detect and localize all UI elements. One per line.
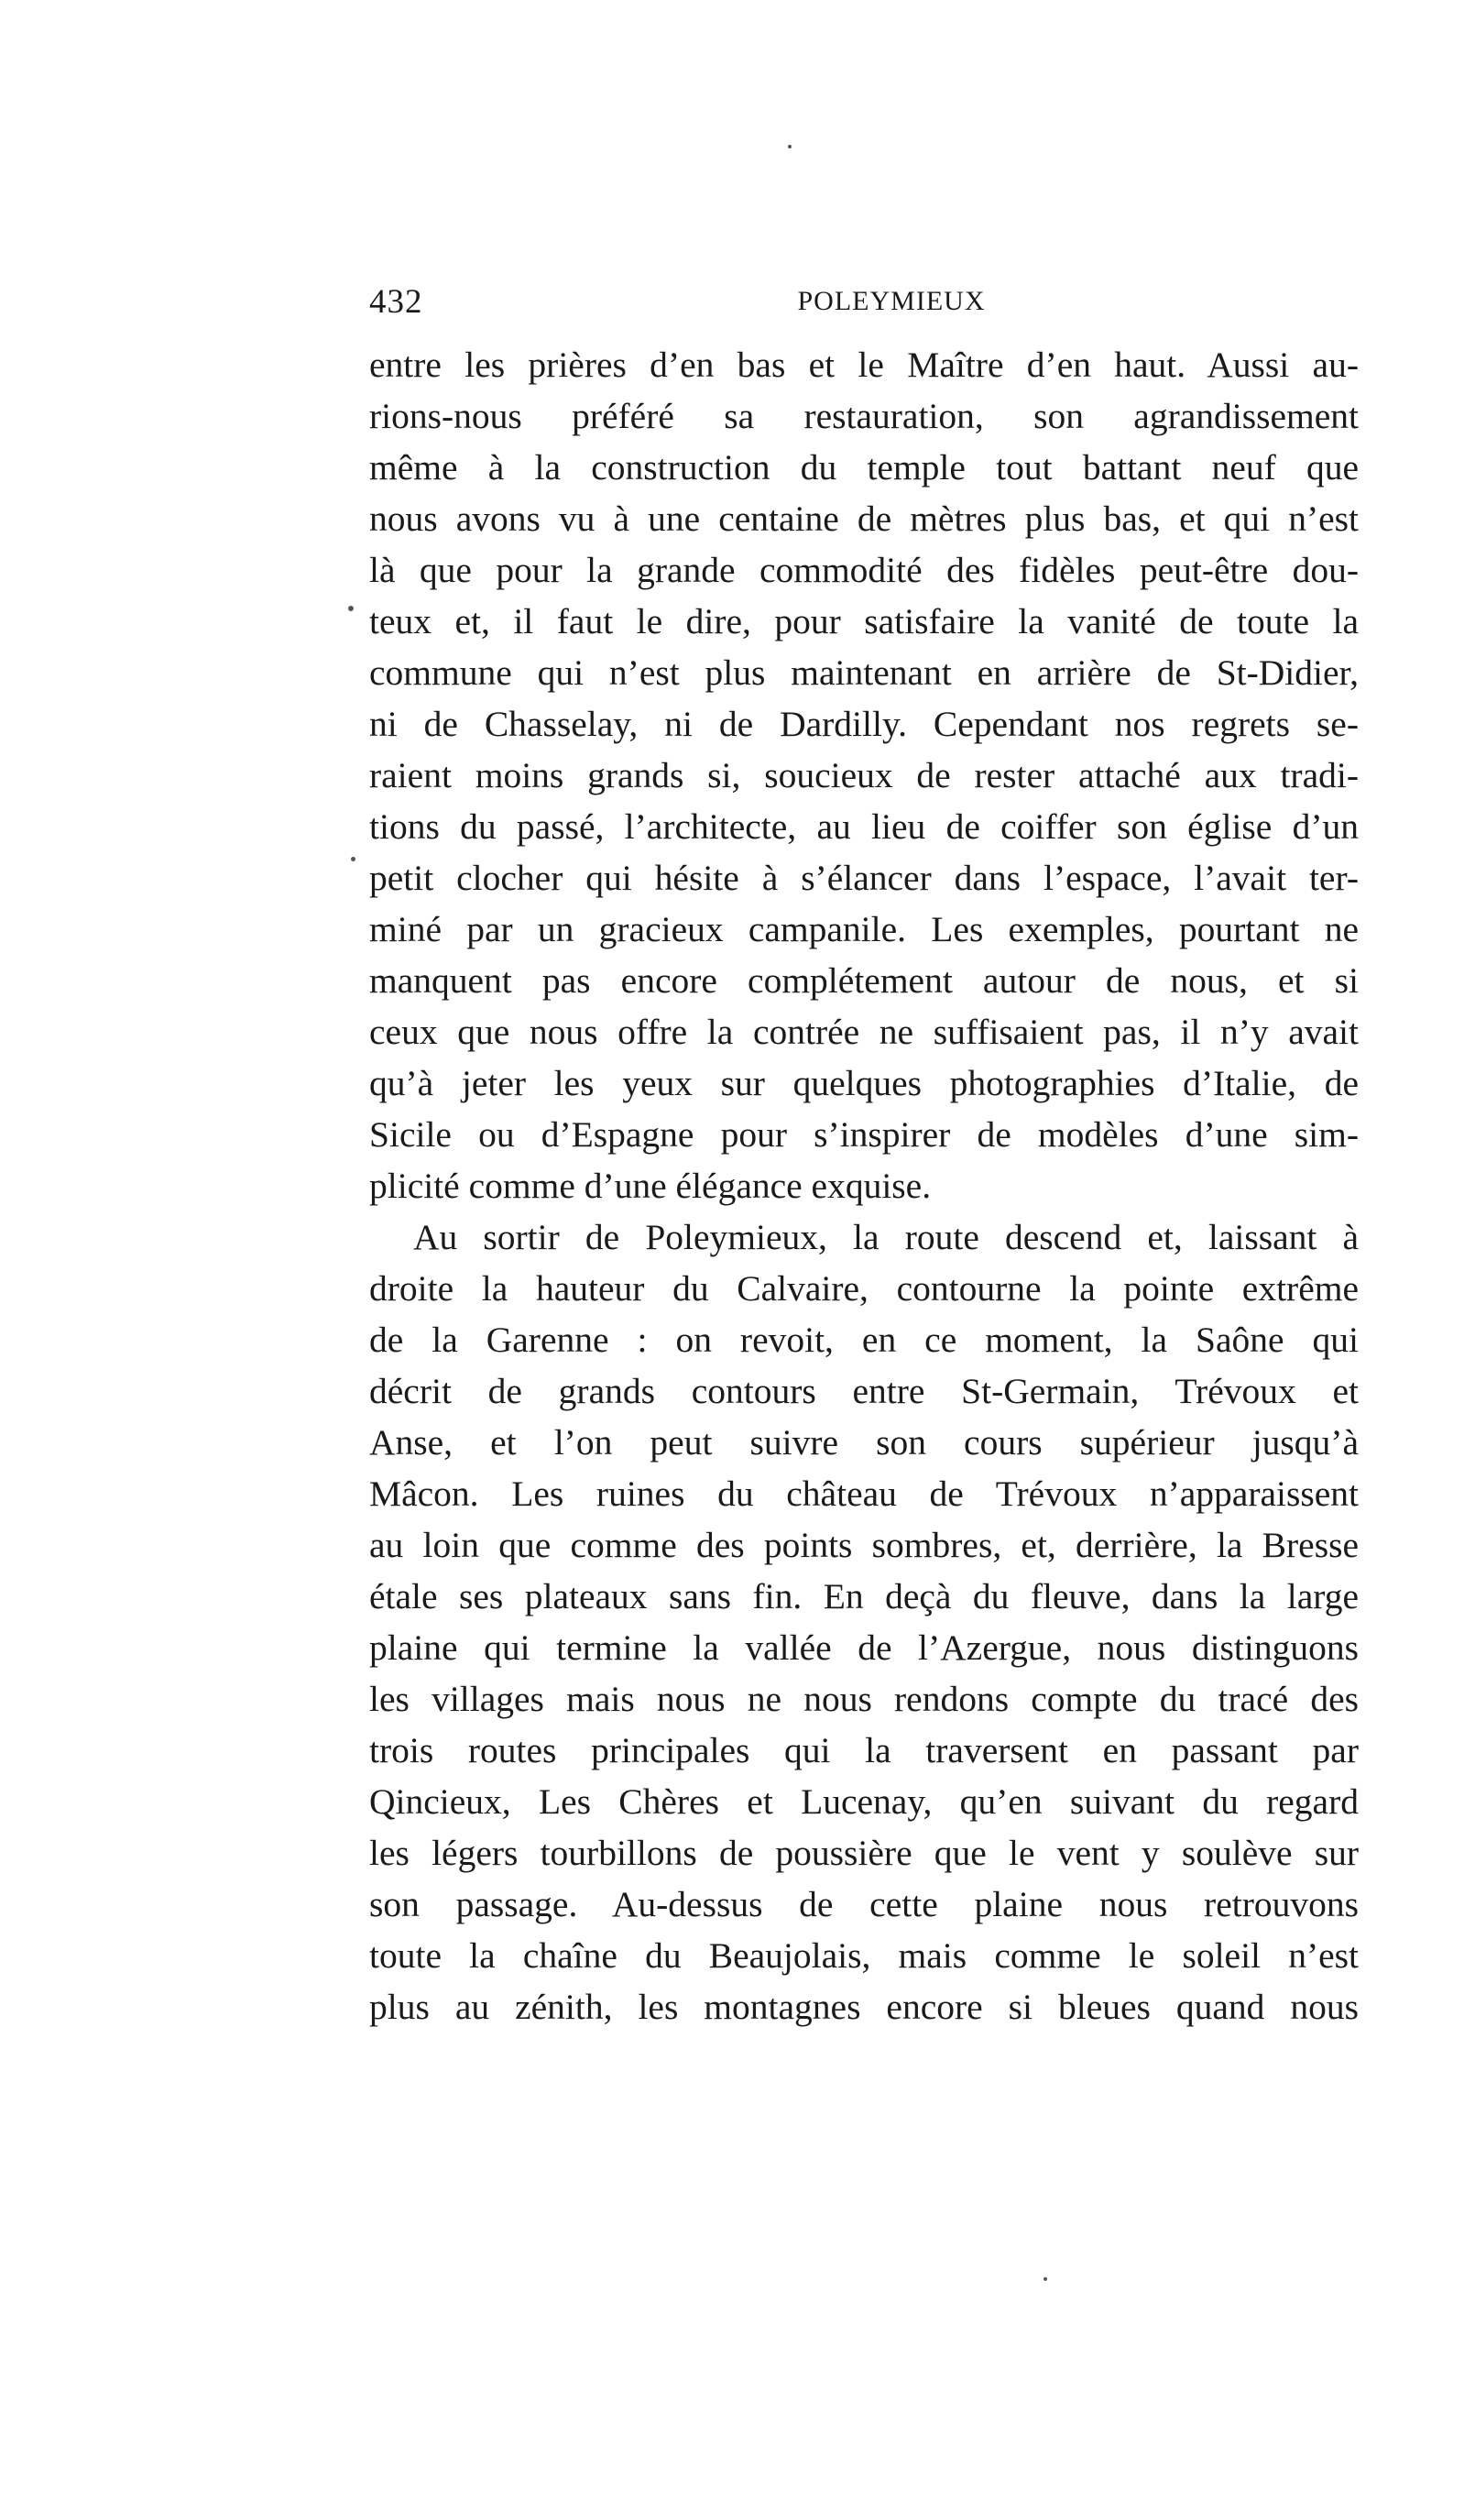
text-line: rions-nous préféré sa restauration, son agrandissement [369, 396, 1359, 436]
text-line: tions du passé, l’architecte, au lieu de coiffer son église d’un [369, 806, 1359, 847]
speck-mark [351, 857, 355, 861]
text-line: les villages mais nous ne nous rendons compte du tracé des [369, 1679, 1359, 1719]
text-line: de la Garenne : on revoit, en ce moment, la Saône qui [369, 1320, 1359, 1360]
paragraph-2 [369, 1211, 1359, 2032]
text-line: Anse, et l’on peut suivre son cours supérieur jusqu’à [369, 1422, 1359, 1463]
body-text [369, 339, 1359, 2032]
text-line: même à la construction du temple tout battant neuf que [369, 447, 1359, 488]
text-line: Mâcon. Les ruines du château de Trévoux n’apparaissent [369, 1474, 1359, 1514]
text-line: plus au zénith, les montagnes encore si bleues quand nous [369, 1987, 1359, 2027]
page-number: 432 [369, 283, 423, 321]
speck-mark [788, 145, 792, 148]
text-line: manquent pas encore complétement autour de nous, et si [369, 960, 1359, 1001]
text-line: Sicile ou d’Espagne pour s’inspirer de modèles d’une sim- [369, 1114, 1359, 1155]
speck-mark [1043, 2277, 1047, 2281]
speck-mark [348, 606, 354, 611]
text-line: qu’à jeter les yeux sur quelques photographies d’Italie, de [369, 1063, 1359, 1103]
text-line: raient moins grands si, soucieux de rester attaché aux tradi- [369, 755, 1359, 795]
text-line: décrit de grands contours entre St-Germain, Trévoux et [369, 1371, 1359, 1411]
text-line: nous avons vu à une centaine de mètres plus bas, et qui n’est [369, 499, 1359, 539]
text-line: là que pour la grande commodité des fidèles peut-être dou- [369, 550, 1359, 590]
text-line: teux et, il faut le dire, pour satisfaire la vanité de toute la [369, 601, 1359, 641]
text-line: droite la hauteur du Calvaire, contourne la pointe extrême [369, 1268, 1359, 1309]
text-line: son passage. Au-dessus de cette plaine nous retrouvons [369, 1884, 1359, 1924]
text-line: Qincieux, Les Chères et Lucenay, qu’en suivant du regard [369, 1781, 1359, 1822]
text-line: toute la chaîne du Beaujolais, mais comme le soleil n’est [369, 1935, 1359, 1976]
text-line: Au sortir de Poleymieux, la route descend et, laissant à [413, 1217, 1359, 1257]
text-line: ceux que nous offre la contrée ne suffisaient pas, il n’y avait [369, 1012, 1359, 1052]
running-title: POLEYMIEUX [797, 286, 986, 316]
text-line: plaine qui termine la vallée de l’Azergue, nous distinguons [369, 1627, 1359, 1668]
paragraph-1 [369, 339, 1359, 1211]
text-line: au loin que comme des points sombres, et, derrière, la Bresse [369, 1525, 1359, 1565]
text-line: commune qui n’est plus maintenant en arrière de St-Didier, [369, 652, 1359, 693]
text-line: plicité comme d’une élégance exquise. [369, 1166, 932, 1206]
text-line: entre les prières d’en bas et le Maître d’en haut. Aussi au- [369, 345, 1359, 385]
text-line: ni de Chasselay, ni de Dardilly. Cependant nos regrets se- [369, 704, 1359, 744]
running-head [369, 282, 1359, 328]
text-line: étale ses plateaux sans fin. En deçà du fleuve, dans la large [369, 1576, 1359, 1616]
text-line: miné par un gracieux campanile. Les exemples, pourtant ne [369, 909, 1359, 949]
text-line: petit clocher qui hésite à s’élancer dans l’espace, l’avait ter- [369, 858, 1359, 898]
text-line: les légers tourbillons de poussière que le vent y soulève sur [369, 1833, 1359, 1873]
text-line: trois routes principales qui la traversent en passant par [369, 1730, 1359, 1770]
